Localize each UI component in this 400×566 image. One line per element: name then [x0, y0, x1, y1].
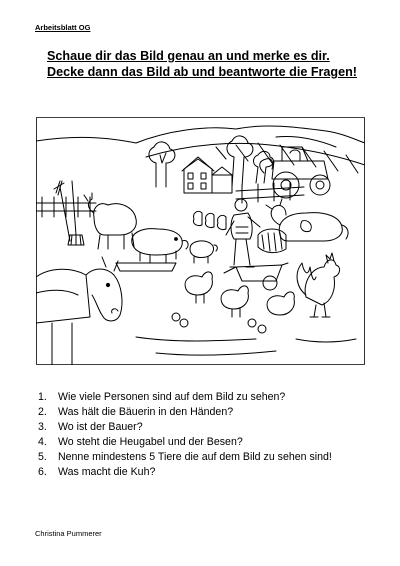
chick-icon: [172, 313, 266, 333]
farm-scene-illustration: [36, 117, 365, 365]
hen-icon: [267, 292, 294, 315]
piglet-icon: [190, 241, 217, 263]
question-text: Wo ist der Bauer?: [58, 421, 143, 433]
ground: [136, 337, 356, 355]
pig-icon: [132, 229, 188, 263]
hills: [36, 126, 365, 173]
trough: [116, 263, 176, 271]
question-number: 6.: [38, 466, 47, 478]
question-number: 2.: [38, 406, 47, 418]
goat-icon: [84, 193, 136, 249]
horse-icon: [36, 257, 122, 365]
cow-icon: [266, 199, 348, 241]
hay-bundle: [258, 229, 286, 253]
hen-icon: [221, 286, 248, 317]
question-list: [38, 390, 368, 480]
question-text: Nenne mindestens 5 Tiere die auf dem Bild zu sehen sind!: [58, 451, 332, 463]
question-item: [38, 450, 368, 465]
geese-icon: [193, 211, 226, 229]
question-item: [38, 465, 368, 480]
broom-icon: [68, 181, 84, 245]
worksheet-header-label: Arbeitsblatt OG: [35, 23, 91, 32]
question-item: [38, 420, 368, 435]
question-text: Was hält die Bäuerin in den Händen?: [58, 406, 234, 418]
question-number: 3.: [38, 421, 47, 433]
rooster-icon: [297, 253, 340, 317]
question-item: [38, 405, 368, 420]
farmer-icon: [226, 199, 260, 267]
question-item: [38, 435, 368, 450]
hen-icon: [185, 272, 212, 303]
question-text: Wo steht die Heugabel und der Besen?: [58, 436, 243, 448]
tractor-icon: [260, 147, 330, 198]
fence: [36, 182, 304, 217]
question-text: Wie viele Personen sind auf dem Bild zu sehen?: [58, 391, 286, 403]
question-item: [38, 390, 368, 405]
question-number: 1.: [38, 391, 47, 403]
author-footer: Christina Pummerer: [35, 529, 102, 538]
question-number: 4.: [38, 436, 47, 448]
worksheet-heading: Schaue dir das Bild genau an und merke es dir. Decke dann das Bild ab und beantworte die Fragen!: [47, 49, 357, 79]
question-text: Was macht die Kuh?: [58, 466, 156, 478]
farmhouse-icon: [182, 157, 232, 193]
question-number: 5.: [38, 451, 47, 463]
